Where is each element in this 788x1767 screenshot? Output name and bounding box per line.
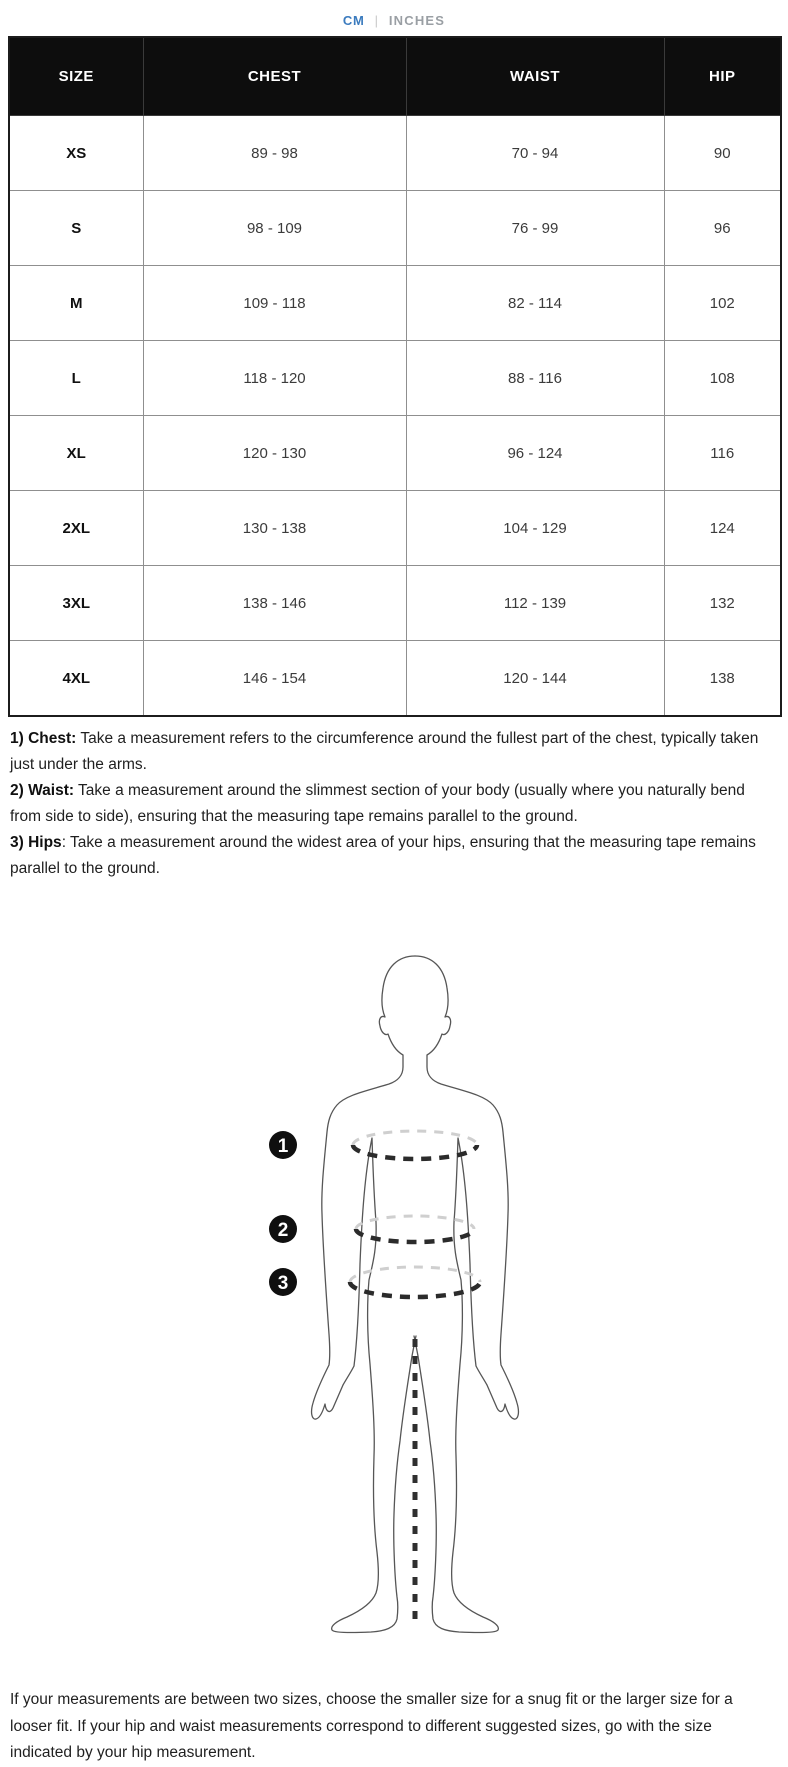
table-row bbox=[9, 341, 781, 416]
fit-advice-text: If your measurements are between two sizes, choose the smaller size for a snug fit or the larger size for a looser fit. If your hip and waist measurements correspond to different suggested sizes, go with the size indicated by your hip measurement. bbox=[10, 1691, 733, 1761]
marker-3-number: 3 bbox=[277, 1273, 289, 1294]
hip-cell: 96 bbox=[664, 191, 781, 266]
units-toggle bbox=[0, 0, 788, 31]
chest-cell: 120 - 130 bbox=[143, 416, 406, 491]
table-header-row bbox=[9, 37, 781, 116]
table-row bbox=[9, 116, 781, 191]
table-row bbox=[9, 491, 781, 566]
chest-cell: 118 - 120 bbox=[143, 341, 406, 416]
col-header-size: SIZE bbox=[9, 37, 143, 116]
hip-ellipse bbox=[350, 1267, 480, 1297]
size-cell: L bbox=[9, 341, 143, 416]
note-chest-label: 1) Chest: bbox=[10, 730, 77, 747]
note-hips-text: : Take a measurement around the widest area of your hips, ensuring that the measuring tape remains parallel to the ground. bbox=[10, 834, 756, 877]
col-header-hip: HIP bbox=[664, 37, 781, 116]
note-waist bbox=[10, 778, 778, 830]
note-hips-label: 3) Hips bbox=[10, 834, 62, 851]
note-chest bbox=[10, 726, 778, 778]
waist-cell: 88 - 116 bbox=[406, 341, 664, 416]
table-row bbox=[9, 416, 781, 491]
waist-cell: 82 - 114 bbox=[406, 266, 664, 341]
size-cell: XL bbox=[9, 416, 143, 491]
marker-3-badge bbox=[269, 1268, 297, 1296]
chest-cell: 138 - 146 bbox=[143, 566, 406, 641]
toggle-divider: | bbox=[374, 12, 379, 28]
tab-cm[interactable]: CM bbox=[342, 12, 365, 28]
hip-cell: 102 bbox=[664, 266, 781, 341]
waist-ellipse bbox=[356, 1216, 474, 1242]
note-chest-text: Take a measurement refers to the circumference around the fullest part of the chest, typically taken just under the arms. bbox=[10, 730, 759, 773]
hip-cell: 132 bbox=[664, 566, 781, 641]
marker-1-badge bbox=[269, 1131, 297, 1159]
fit-advice bbox=[10, 1687, 778, 1767]
table-row bbox=[9, 191, 781, 266]
hip-cell: 124 bbox=[664, 491, 781, 566]
hip-cell: 90 bbox=[664, 116, 781, 191]
marker-2-badge bbox=[269, 1215, 297, 1243]
waist-cell: 112 - 139 bbox=[406, 566, 664, 641]
note-waist-text: Take a measurement around the slimmest section of your body (usually where you naturally bend from side to side), ensuring that the measuring tape remains parallel to the ground. bbox=[10, 782, 745, 825]
waist-cell: 96 - 124 bbox=[406, 416, 664, 491]
note-waist-label: 2) Waist: bbox=[10, 782, 75, 799]
waist-cell: 70 - 94 bbox=[406, 116, 664, 191]
table-row bbox=[9, 566, 781, 641]
marker-2-number: 2 bbox=[277, 1220, 289, 1241]
hip-cell: 116 bbox=[664, 416, 781, 491]
waist-cell: 120 - 144 bbox=[406, 641, 664, 717]
size-cell: XS bbox=[9, 116, 143, 191]
size-cell: S bbox=[9, 191, 143, 266]
waist-cell: 104 - 129 bbox=[406, 491, 664, 566]
tab-inches[interactable]: INCHES bbox=[388, 12, 446, 28]
col-header-waist: WAIST bbox=[406, 37, 664, 116]
size-cell: 4XL bbox=[9, 641, 143, 717]
body-diagram-svg bbox=[245, 942, 585, 1642]
chest-cell: 130 - 138 bbox=[143, 491, 406, 566]
size-cell: 3XL bbox=[9, 566, 143, 641]
note-hips bbox=[10, 830, 778, 882]
chest-cell: 98 - 109 bbox=[143, 191, 406, 266]
chest-cell: 109 - 118 bbox=[143, 266, 406, 341]
hip-cell: 138 bbox=[664, 641, 781, 717]
body-diagram bbox=[0, 942, 788, 1642]
size-chart-table bbox=[8, 36, 782, 717]
col-header-chest: CHEST bbox=[143, 37, 406, 116]
marker-1-number: 1 bbox=[277, 1136, 289, 1157]
waist-cell: 76 - 99 bbox=[406, 191, 664, 266]
table-row bbox=[9, 641, 781, 717]
size-cell: 2XL bbox=[9, 491, 143, 566]
chest-cell: 146 - 154 bbox=[143, 641, 406, 717]
hip-cell: 108 bbox=[664, 341, 781, 416]
table-row bbox=[9, 266, 781, 341]
size-cell: M bbox=[9, 266, 143, 341]
chest-cell: 89 - 98 bbox=[143, 116, 406, 191]
measurement-notes bbox=[10, 726, 778, 882]
